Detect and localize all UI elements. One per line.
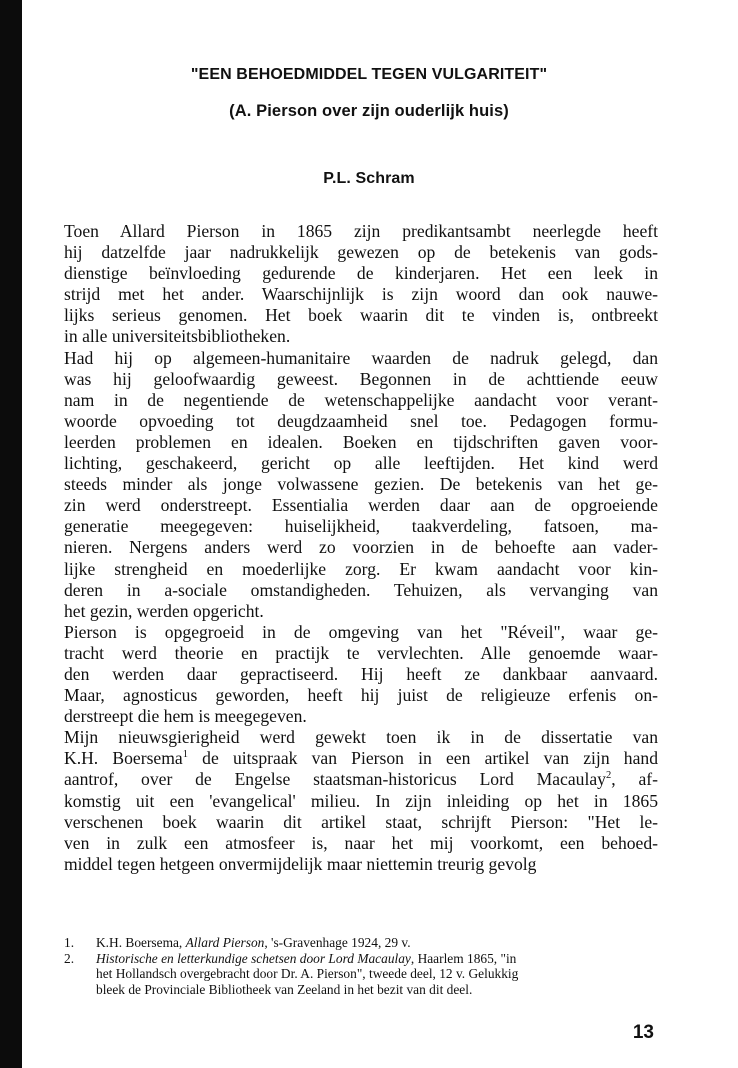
text-segment: K.H. Boersema bbox=[64, 748, 183, 769]
text-line: lijke strengheid en moederlijke zorg. Er kwam aandacht voor kin- bbox=[64, 558, 658, 579]
text-line: deren in a-sociale omstandigheden. Tehuizen, als vervanging van bbox=[64, 579, 658, 600]
footnote-ref: 1 bbox=[182, 749, 189, 761]
article-body bbox=[64, 221, 658, 875]
footnote-segment: bleek de Provinciale Bibliotheek van Zeeland in het bezit van dit deel. bbox=[96, 982, 473, 998]
text-segment: , af- bbox=[611, 769, 659, 790]
footnote-line bbox=[96, 951, 658, 967]
text-line: leerden problemen en idealen. Boeken en tijdschriften gaven voor- bbox=[64, 431, 658, 452]
footnote-number: 2. bbox=[64, 950, 75, 966]
paragraph bbox=[64, 622, 658, 727]
text-line bbox=[64, 791, 658, 812]
text-line: was hij geloofwaardig geweest. Begonnen in de achttiende eeuw bbox=[64, 368, 658, 389]
text-line bbox=[64, 748, 658, 769]
text-line: tracht werd theorie en practijk te vervlechten. Alle genoemde waar- bbox=[64, 642, 658, 663]
footnote-text bbox=[96, 951, 658, 998]
text-line: den werden daar gepractiseerd. Hij heeft ze dankbaar aanvaard. bbox=[64, 663, 658, 684]
article-author: P.L. Schram bbox=[323, 170, 415, 187]
text-segment: middel tegen hetgeen onvermijdelijk maar niettemin treurig gevolg bbox=[64, 853, 537, 874]
text-segment: ven in zulk een atmosfeer is, naar het mij voorkomt, een behoed- bbox=[64, 832, 658, 853]
text-line: hij datzelfde jaar nadrukkelijk gewezen op de betekenis van gods- bbox=[64, 242, 658, 263]
text-line: zin werd onderstreept. Essentialia werden daar aan de opgroeiende bbox=[64, 495, 658, 516]
page-number: 13 bbox=[632, 1022, 654, 1043]
text-line: Toen Allard Pierson in 1865 zijn predikantsambt neerlegde heeft bbox=[64, 221, 658, 241]
text-line bbox=[64, 854, 658, 875]
scan-border bbox=[0, 0, 22, 1068]
text-segment: de uitspraak van Pierson in een artikel van zijn hand bbox=[188, 748, 658, 769]
text-segment: Mijn nieuwsgierigheid werd gewekt toen ik in de dissertatie van bbox=[64, 727, 658, 748]
footnote-text bbox=[96, 935, 658, 951]
footnote-title: Historische en letterkundige schetsen door Lord Macaulay bbox=[96, 950, 411, 966]
footnote-segment: K.H. Boersema, bbox=[96, 935, 186, 950]
text-line bbox=[64, 812, 658, 833]
text-line: steeds minder als jonge volwassene gezien. De betekenis van het ge- bbox=[64, 474, 658, 495]
footnote-segment: , 's-Gravenhage 1924, 29 v. bbox=[264, 935, 411, 950]
text-line: nieren. Nergens anders werd zo voorzien in de behoefte aan vader- bbox=[64, 537, 658, 558]
footnote-segment: het Hollandsch overgebracht door Dr. A. Pierson", tweede deel, 12 v. Gelukkig bbox=[96, 966, 519, 982]
footnote-title: Allard Pierson bbox=[185, 935, 265, 950]
paragraph bbox=[64, 348, 658, 622]
text-segment: verschenen boek waarin dit artikel staat, schrijft Pierson: "Het le- bbox=[64, 811, 658, 832]
footnote-ref: 2 bbox=[605, 770, 612, 782]
text-line: Had hij op algemeen-humanitaire waarden de nadruk gelegd, dan bbox=[64, 347, 658, 368]
footnote-line bbox=[96, 966, 658, 982]
text-line: woorde opvoeding tot deugdzaamheid snel toe. Pedagogen formu- bbox=[64, 410, 658, 431]
text-line bbox=[64, 769, 658, 790]
text-line bbox=[64, 727, 658, 748]
text-line: in alle universiteitsbibliotheken. bbox=[64, 326, 291, 347]
footnote-segment: , Haarlem 1865, "in bbox=[410, 950, 517, 966]
text-line: derstreept die hem is meegegeven. bbox=[64, 706, 307, 727]
text-line: lichting, geschakeerd, gericht op alle leeftijden. Het kind werd bbox=[64, 453, 658, 474]
text-line: lijks serieus genomen. Het boek waarin dit te vinden is, ontbreekt bbox=[64, 305, 658, 326]
paragraph bbox=[64, 221, 658, 348]
text-line: Maar, agnosticus geworden, heeft hij juist de religieuze erfenis on- bbox=[64, 685, 658, 706]
text-line: het gezin, werden opgericht. bbox=[64, 600, 264, 621]
footnote bbox=[64, 951, 658, 998]
text-line: nam in de negentiende de wetenschappelijke aandacht voor verant- bbox=[64, 389, 658, 410]
text-line: strijd met het ander. Waarschijnlijk is zijn woord dan ook nauwe- bbox=[64, 284, 658, 305]
text-segment: komstig uit een 'evangelical' milieu. In zijn inleiding op het in 1865 bbox=[64, 790, 658, 811]
footnote-number: 1. bbox=[64, 935, 75, 950]
footnote-line bbox=[96, 935, 658, 951]
text-segment: aantrof, over de Engelse staatsman-historicus Lord Macaulay bbox=[64, 769, 606, 790]
footnote-line bbox=[96, 982, 658, 998]
article-title: "EEN BEHOEDMIDDEL TEGEN VULGARITEIT" bbox=[190, 66, 548, 83]
article-subtitle: (A. Pierson over zijn ouderlijk huis) bbox=[229, 102, 509, 120]
text-line: dienstige beïnvloeding gedurende de kinderjaren. Het een leek in bbox=[64, 263, 658, 284]
footnote bbox=[64, 935, 658, 951]
text-line: Pierson is opgegroeid in de omgeving van het "Réveil", waar ge- bbox=[64, 621, 658, 642]
footnotes bbox=[64, 935, 658, 998]
paragraph bbox=[64, 727, 658, 875]
text-line: generatie meegegeven: huiselijkheid, taakverdeling, fatsoen, ma- bbox=[64, 516, 658, 537]
text-line bbox=[64, 833, 658, 854]
